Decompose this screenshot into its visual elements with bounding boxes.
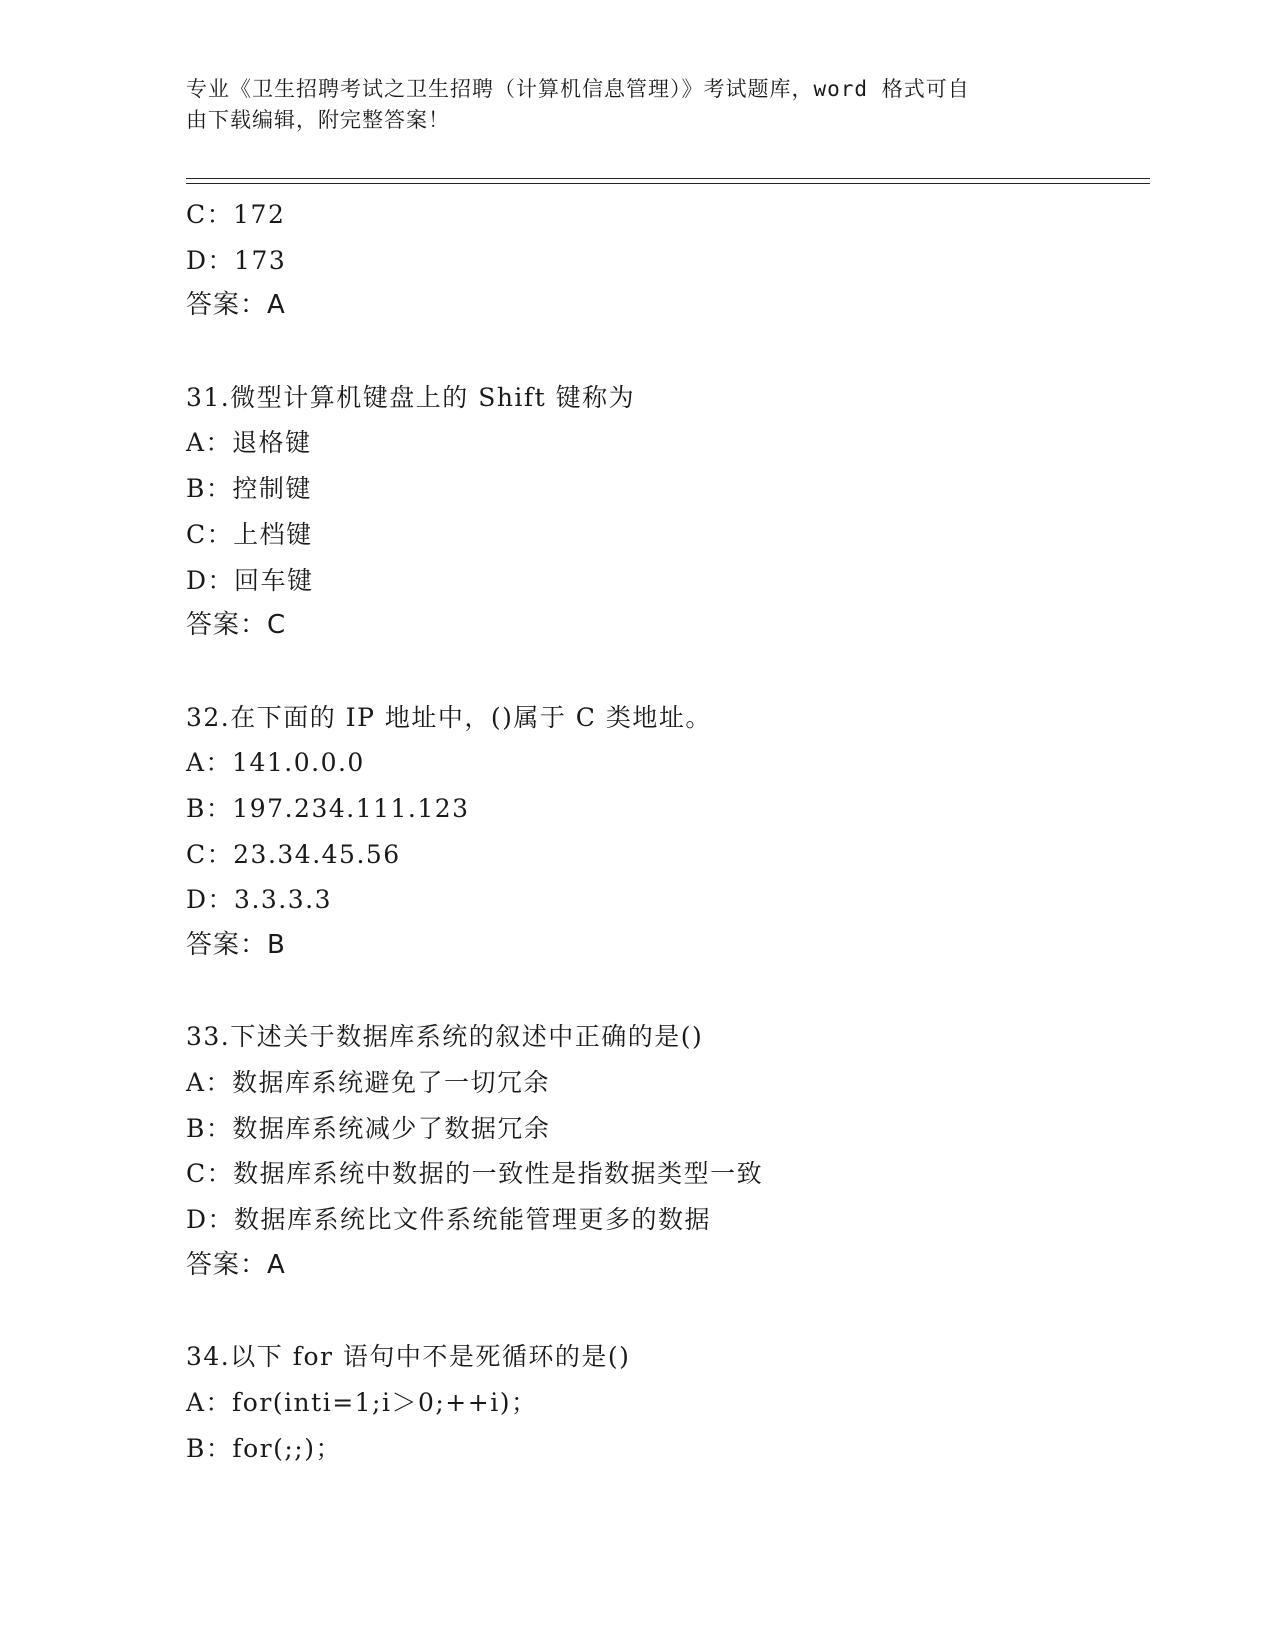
question-list — [186, 192, 1150, 1471]
answer: 答案：B — [186, 930, 286, 960]
question-stem: 32.在下面的 IP 地址中，()属于 C 类地址。 — [186, 702, 712, 732]
option-c: C：23.34.45.56 — [186, 839, 401, 869]
option-d: D：3.3.3.3 — [186, 885, 333, 915]
question-stem: 34.以下 for 语句中不是死循环的是() — [186, 1342, 631, 1372]
document-header — [186, 74, 1086, 136]
option-a: A：141.0.0.0 — [186, 748, 365, 778]
question-stem: 31.微型计算机键盘上的 Shift 键称为 — [186, 382, 636, 412]
option-d: D：数据库系统比文件系统能管理更多的数据 — [186, 1205, 712, 1235]
option-b: B：控制键 — [186, 474, 312, 504]
option-a: A：for(inti=1;i＞0;++i)； — [186, 1387, 538, 1417]
header-divider-top — [186, 178, 1150, 179]
question-block-31 — [186, 375, 1150, 649]
option-b: B：数据库系统减少了数据冗余 — [186, 1113, 551, 1143]
question-block-32 — [186, 695, 1150, 969]
header-line-2: 由下载编辑，附完整答案！ — [186, 108, 450, 132]
question-block-30 — [186, 192, 1150, 329]
question-block-34 — [186, 1334, 1150, 1471]
option-d: D：回车键 — [186, 565, 314, 595]
option-c: C：数据库系统中数据的一致性是指数据类型一致 — [186, 1159, 764, 1189]
answer: 答案：A — [186, 1249, 286, 1280]
option-a: A：数据库系统避免了一切冗余 — [186, 1068, 551, 1098]
option-c: C：上档键 — [186, 519, 313, 549]
header-divider-bottom — [186, 183, 1150, 184]
option-c: C：172 — [186, 200, 286, 229]
answer: 答案：A — [186, 290, 286, 321]
question-block-33 — [186, 1014, 1150, 1288]
option-b: B：197.234.111.123 — [186, 793, 470, 823]
header-line-1: 专业《卫生招聘考试之卫生招聘（计算机信息管理）》考试题库，word 格式可自 — [186, 77, 970, 101]
option-b: B：for(;;)； — [186, 1433, 342, 1463]
option-d: D：173 — [186, 245, 287, 275]
option-a: A：退格键 — [186, 428, 312, 458]
answer: 答案：C — [186, 610, 287, 641]
question-stem: 33.下述关于数据库系统的叙述中正确的是() — [186, 1022, 704, 1052]
